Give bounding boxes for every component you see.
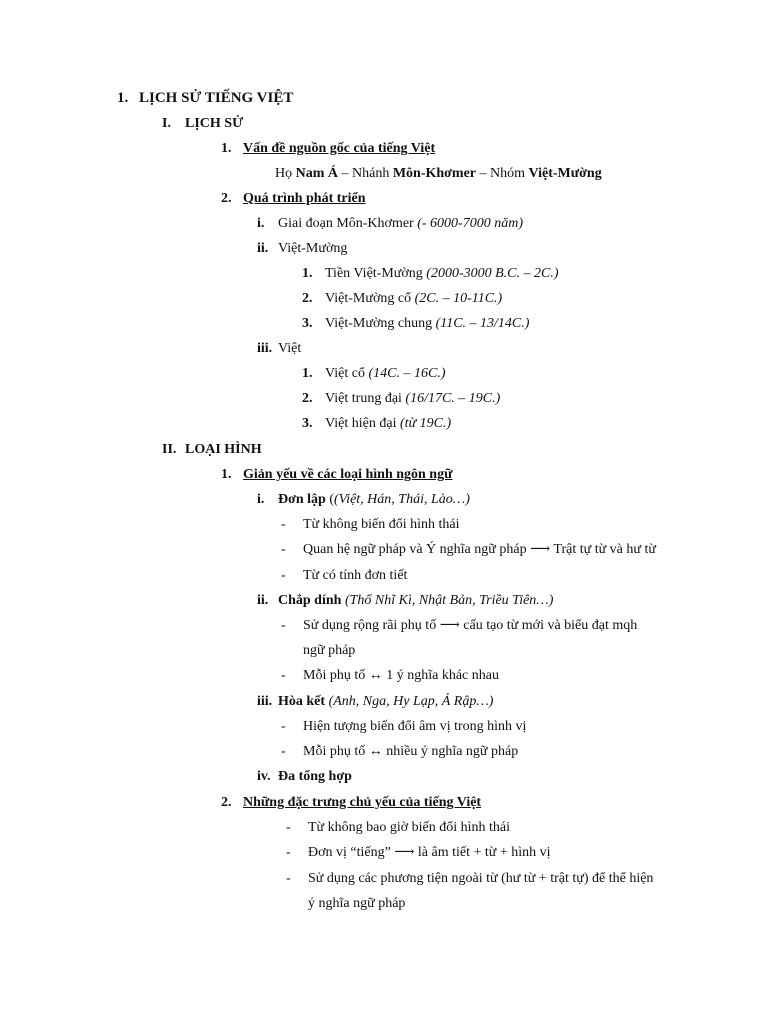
bullet-item: - Quan hệ ngữ pháp và Ý nghĩa ngữ pháp ⟶ Trật tự từ và hư từ bbox=[281, 542, 656, 557]
bullet-continuation: ngữ pháp bbox=[303, 643, 356, 658]
bullet-item: - Hiện tượng biến đổi âm vị trong hình vị bbox=[281, 719, 527, 734]
bullet-item: - Từ có tính đơn tiết bbox=[281, 568, 408, 583]
list-item: 2. Việt trung đại (16/17C. – 19C.) bbox=[302, 391, 501, 406]
bullet-item: - Từ không bao giờ biến đổi hình thái bbox=[286, 820, 511, 835]
section-heading-loai-hinh: II. LOẠI HÌNH bbox=[162, 442, 262, 457]
list-item: iv. Đa tổng hợp bbox=[257, 769, 352, 784]
list-item: iii. Việt bbox=[257, 341, 302, 356]
bullet-item: - Đơn vị “tiếng” ⟶ là âm tiết + từ + hình vị bbox=[286, 845, 551, 860]
language-family-line: Họ Nam Á – Nhánh Môn-Khơmer – Nhóm Việt-Mường bbox=[275, 166, 602, 181]
bullet-item: - Sử dụng các phương tiện ngoài từ (hư từ + trật tự) để thể hiện bbox=[286, 871, 654, 886]
list-item: ii. Chắp dính (Thổ Nhĩ Kì, Nhật Bản, Triều Tiên…) bbox=[257, 593, 554, 608]
bullet-item: - Mỗi phụ tố ↔ nhiều ý nghĩa ngữ pháp bbox=[281, 744, 519, 759]
list-item: 2. Việt-Mường cổ (2C. – 10-11C.) bbox=[302, 291, 503, 306]
section-heading-lich-su: I. LỊCH SỬ bbox=[162, 116, 244, 131]
list-item: 1. Tiền Việt-Mường (2000-3000 B.C. – 2C.) bbox=[302, 266, 559, 281]
list-item: 1. Việt cổ (14C. – 16C.) bbox=[302, 366, 446, 381]
subsection-heading-dac-trung: 2. Những đặc trưng chủ yếu của tiếng Việt bbox=[221, 795, 482, 810]
bullet-item: - Mỗi phụ tố ↔ 1 ý nghĩa khác nhau bbox=[281, 668, 499, 683]
subsection-heading-qua-trinh: 2. Quá trình phát triển bbox=[221, 191, 366, 206]
list-item: 3. Việt hiện đại (từ 19C.) bbox=[302, 416, 452, 431]
list-item: 3. Việt-Mường chung (11C. – 13/14C.) bbox=[302, 316, 530, 331]
subsection-heading-gian-yeu: 1. Giản yếu về các loại hình ngôn ngữ bbox=[221, 467, 453, 482]
bullet-item: - Từ không biến đổi hình thái bbox=[281, 517, 460, 532]
subsection-heading-nguon-goc: 1. Vấn đề nguồn gốc của tiếng Việt bbox=[221, 141, 436, 156]
document-title: 1. LỊCH SỬ TIẾNG VIỆT bbox=[117, 90, 294, 106]
list-item: i. Giai đoạn Môn-Khơmer (- 6000-7000 năm) bbox=[257, 216, 523, 231]
list-item: iii. Hòa kết (Anh, Nga, Hy Lạp, Ả Rập…) bbox=[257, 694, 494, 709]
bullet-item: - Sử dụng rộng rãi phụ tố ⟶ cấu tạo từ mới và biểu đạt mqh bbox=[281, 618, 638, 633]
list-item: ii. Việt-Mường bbox=[257, 241, 348, 256]
bullet-continuation: ý nghĩa ngữ pháp bbox=[308, 896, 406, 911]
list-item: i. Đơn lập ((Việt, Hán, Thái, Lào…) bbox=[257, 492, 470, 507]
